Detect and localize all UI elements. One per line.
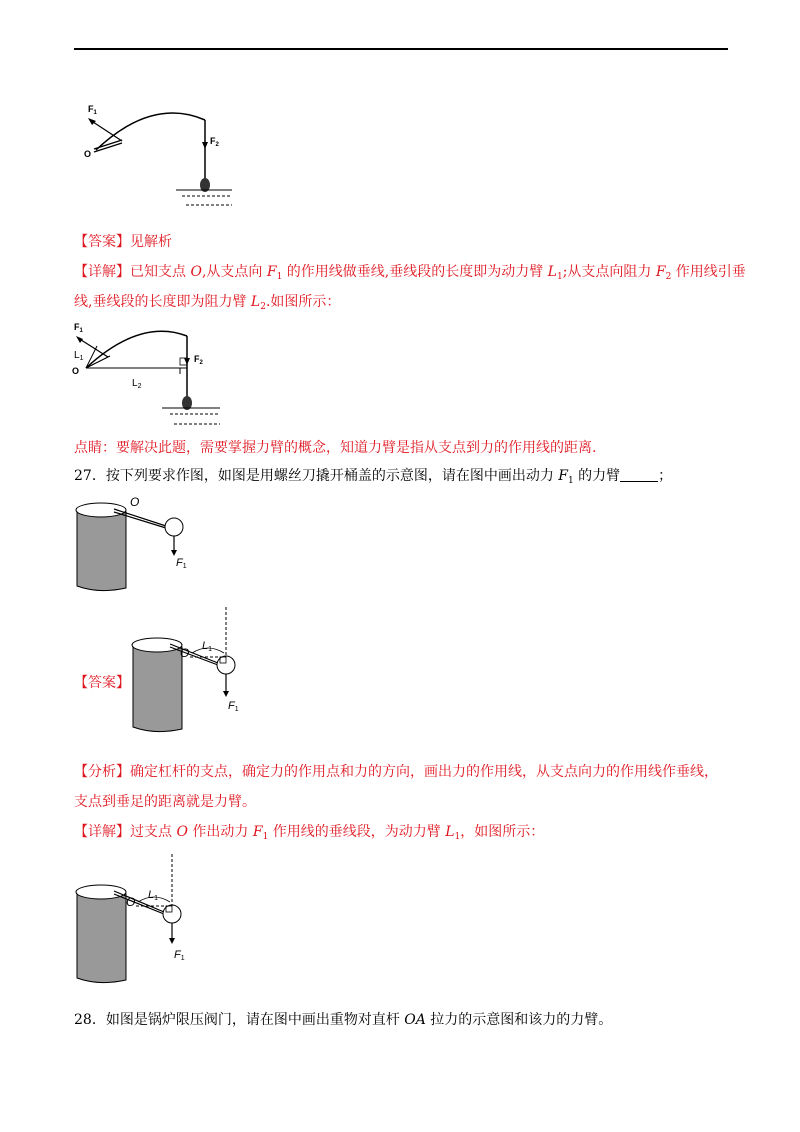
l1-label: L1 bbox=[202, 640, 213, 653]
o-label: O bbox=[72, 366, 80, 376]
q26-answer: 【答案】见解析 bbox=[74, 234, 172, 250]
q27-analysis-line2: 支点到垂足的距离就是力臂。 bbox=[74, 794, 256, 810]
bucket-figure-answer bbox=[130, 605, 260, 745]
f2-label: $F_2$ bbox=[194, 354, 203, 366]
lever-figure-question bbox=[82, 92, 242, 212]
header-rule bbox=[74, 48, 728, 50]
q27-analysis-line1: 【分析】确定杠杆的支点，确定力的作用点和力的方向，画出力的作用线，从支点向力的作用线作垂线， bbox=[74, 764, 718, 780]
f1-label: $F_1$ bbox=[74, 322, 83, 334]
bucket-figure-detail bbox=[74, 852, 204, 992]
f1-label: F1 bbox=[228, 700, 239, 713]
f1-label: F1 bbox=[174, 949, 185, 962]
q28-question: 28．如图是锅炉限压阀门，请在图中画出重物对直杆 OA 拉力的示意图和该力的力臂。 bbox=[74, 1012, 613, 1028]
o-label: O bbox=[180, 646, 190, 660]
o-label: O bbox=[130, 495, 140, 509]
f2-label: $F_2$ bbox=[210, 136, 219, 148]
q27-question: 27．按下列要求作图，如图是用螺丝刀撬开桶盖的示意图，请在图中画出动力 $F_1$ 的力臂 ； bbox=[74, 468, 673, 486]
q26-detail-line2: 线,垂线段的长度即为阻力臂 $L_2$.如图所示： bbox=[74, 294, 341, 312]
q26-comment: 点睛：要解决此题，需要掌握力臂的概念，知道力臂是指从支点到力的作用线的距离. bbox=[74, 440, 597, 456]
o-label: O bbox=[84, 149, 92, 159]
o-label: O bbox=[126, 895, 136, 909]
l1-label: L1 bbox=[148, 889, 159, 902]
lever-figure-answer bbox=[70, 318, 240, 428]
f1-label: F1 bbox=[176, 557, 187, 570]
q27-detail: 【详解】过支点 O 作出动力 $F_1$ 作用线的垂线段，为动力臂 $L_1$，如图所示： bbox=[74, 824, 545, 842]
q26-detail-line1: 【详解】已知支点 O,从支点向 $F_1$ 的作用线做垂线,垂线段的长度即为动力臂 $L_1$;从支点向阻力 $F_2$ 作用线引垂 bbox=[74, 264, 746, 282]
bucket-figure-question bbox=[74, 494, 204, 594]
f1-label: $F_1$ bbox=[88, 104, 97, 116]
l2-label: $L_2$ bbox=[132, 378, 142, 390]
answer-blank bbox=[620, 467, 658, 482]
q27-answer-tag: 【答案】 bbox=[74, 675, 130, 691]
l1-label: $L_1$ bbox=[74, 350, 84, 362]
